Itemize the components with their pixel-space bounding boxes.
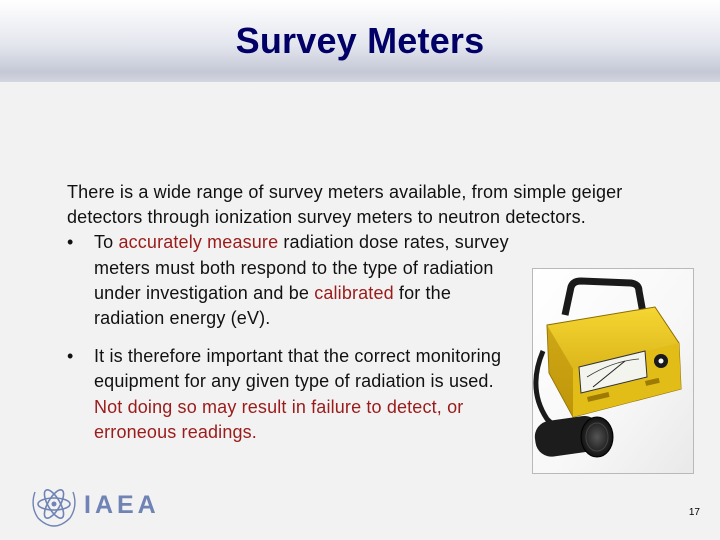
bullet1-pre: To — [94, 232, 119, 253]
bullet1-mid: radiation dose rates, survey meters must both respond to the type of radiation under investigation and be — [94, 232, 509, 303]
iaea-logo-text: IAEA — [84, 491, 160, 519]
bullet1-highlight-calibrated: calibrated — [314, 282, 394, 303]
survey-meter-icon — [533, 269, 693, 473]
bullet2-pre: It is therefore important that the correct monitoring equipment for any given type of radiation is used. — [94, 346, 502, 392]
bullet-symbol: • — [67, 232, 74, 253]
atom-emblem-icon — [28, 482, 80, 528]
bullet1-highlight-measure: accurately measure — [118, 232, 279, 253]
iaea-logo — [28, 482, 80, 528]
page-number: 17 — [688, 507, 700, 518]
intro-paragraph: There is a wide range of survey meters available, from simple geiger detectors through ionization survey meters to neutron detectors. — [67, 182, 623, 228]
survey-meter-photo — [532, 268, 694, 474]
slide-title: Survey Meters — [235, 20, 485, 61]
bullet-item-calibration — [67, 230, 514, 331]
bullet1-post: for the radiation energy (eV). — [94, 282, 451, 329]
bullet-symbol: • — [67, 346, 74, 367]
bullet2-highlight-warning: Not doing so may result in failure to detect, or erroneous readings. — [94, 396, 464, 442]
bullet-item-equipment — [67, 344, 514, 445]
